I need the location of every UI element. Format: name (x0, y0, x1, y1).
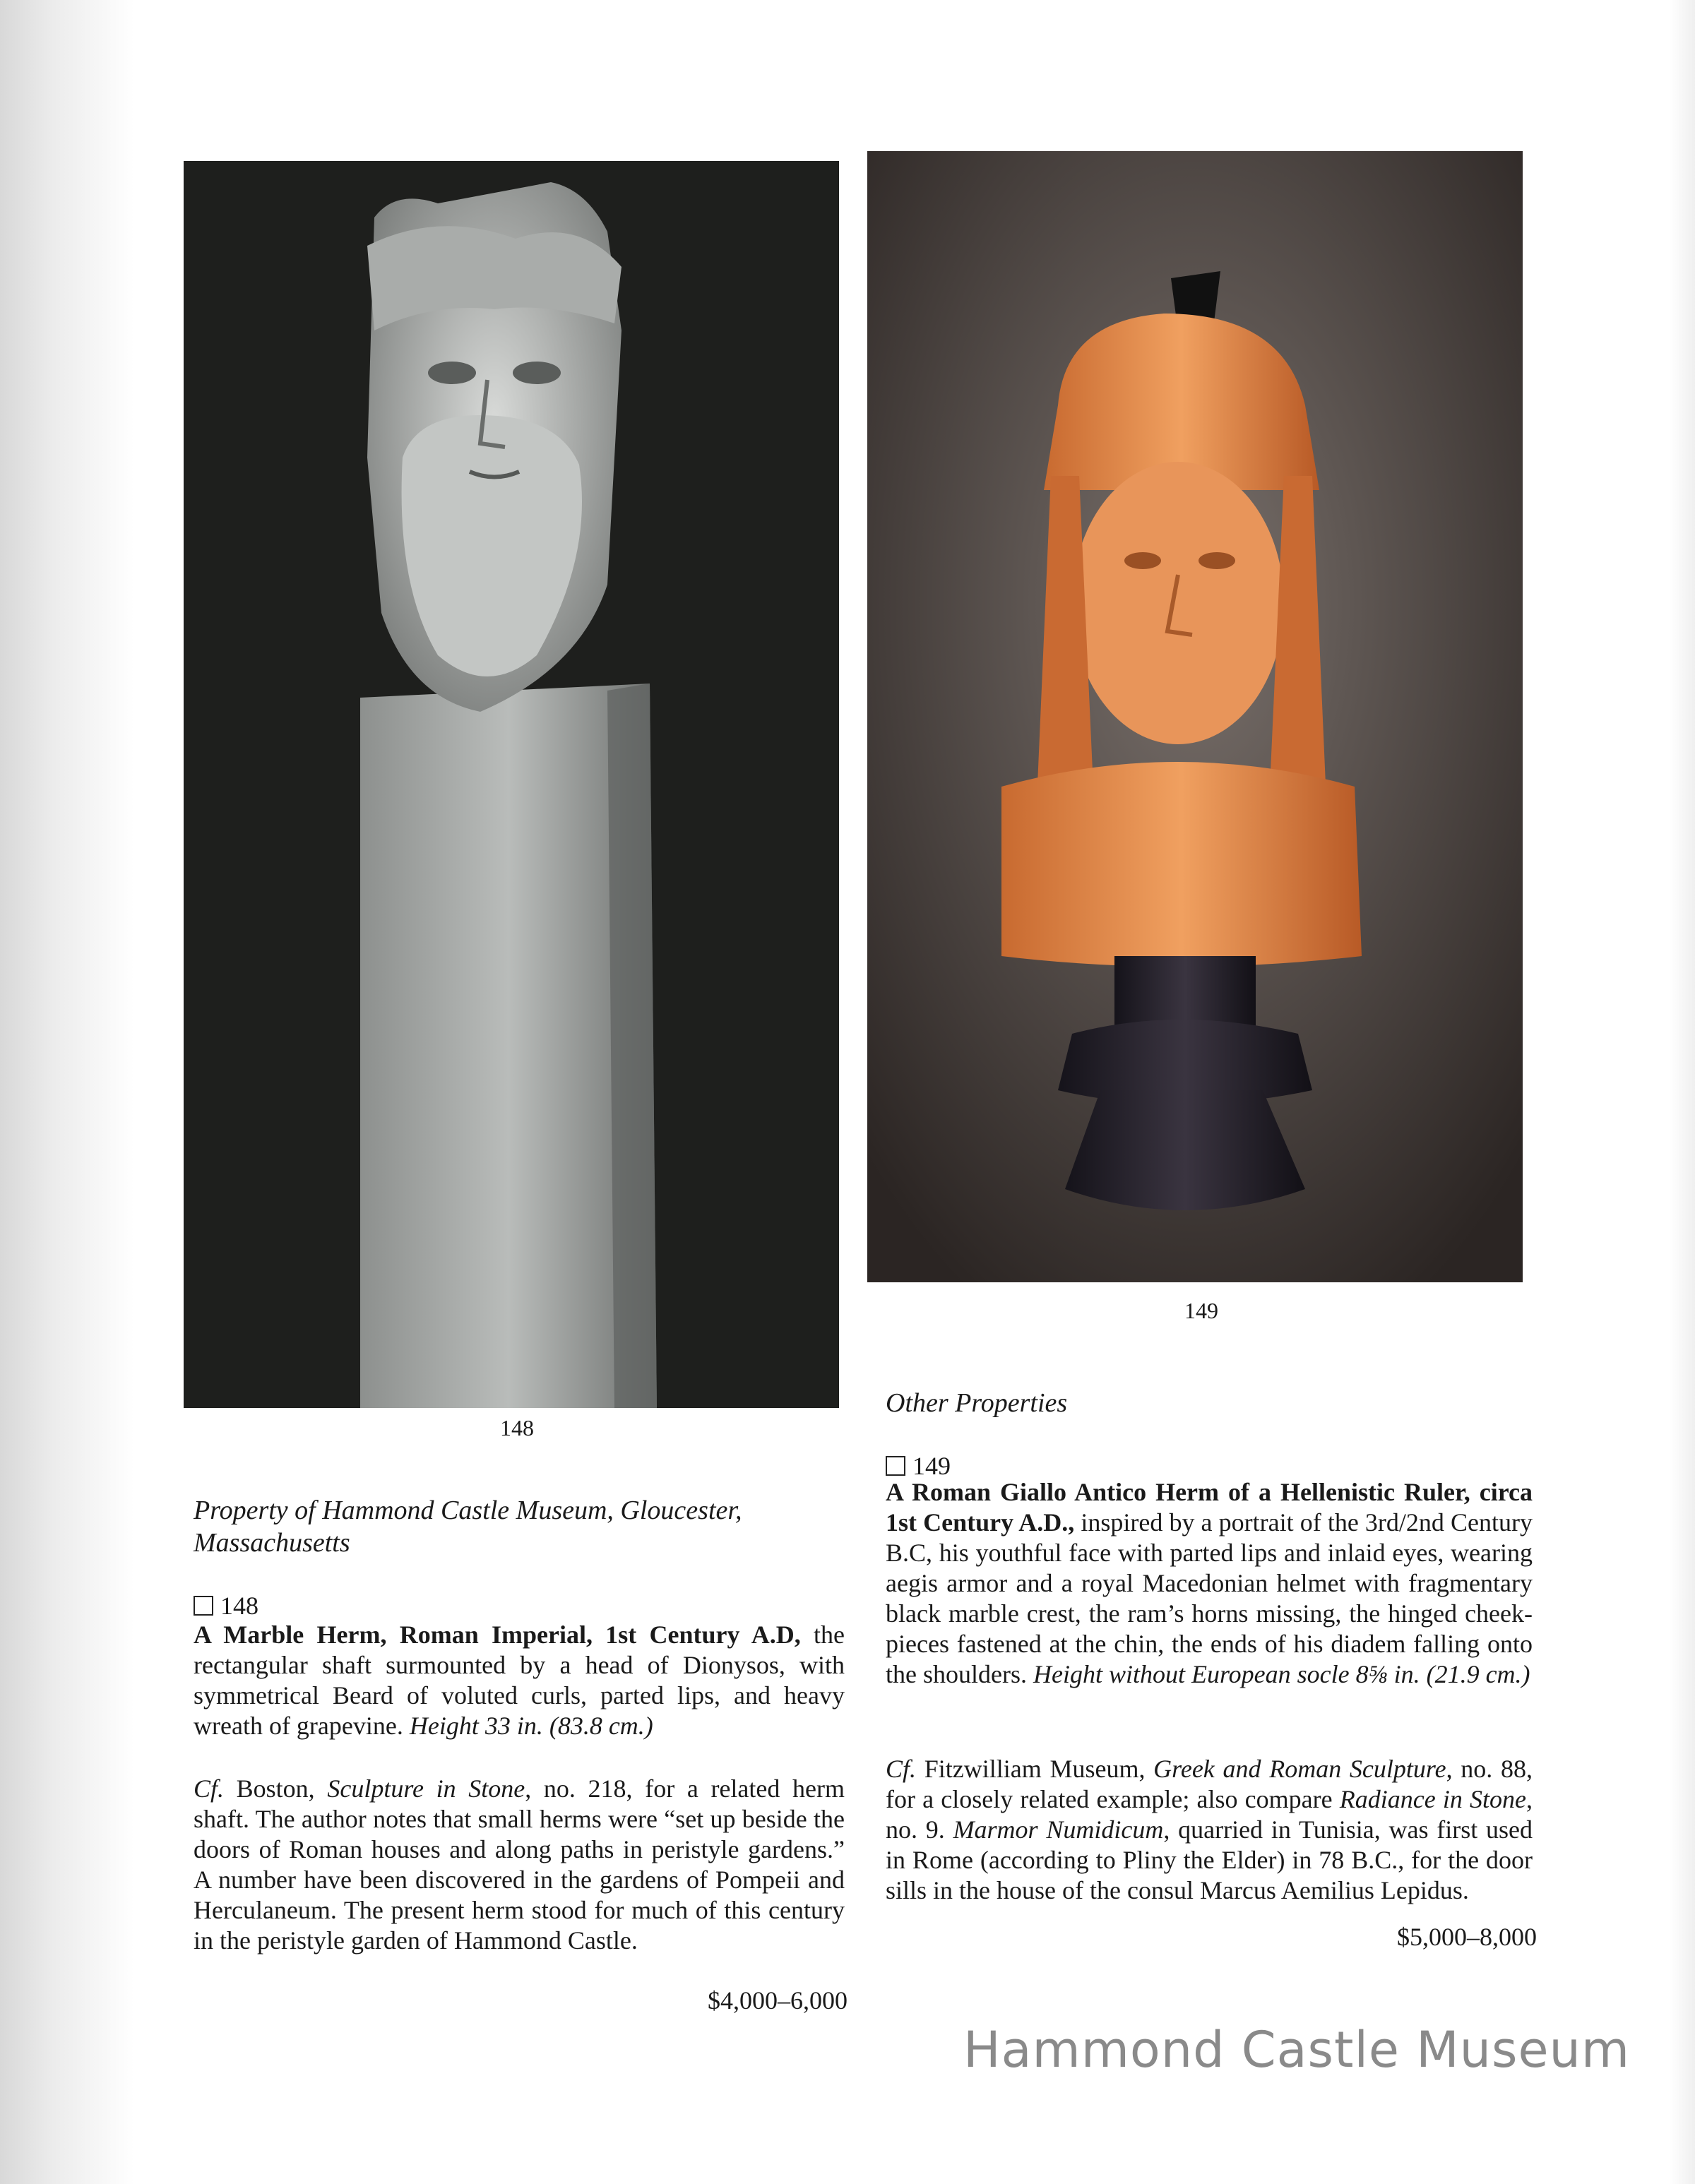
note-part-149a: Fitzwilliam Museum, (916, 1755, 1154, 1783)
page-right-edge (1670, 0, 1695, 2184)
provenance-148 (194, 1494, 857, 1559)
watermark-text: Hammond Castle Museum (963, 2021, 1631, 2079)
checkbox-icon (194, 1596, 213, 1616)
note-part-148b: , no. 218, for a related herm shaft. The author notes that small herms were “set up beside the doors of Roman houses and along paths in peristyle gardens.” A number have been discovered in the gardens of Pompeii and Herculaneum. The present herm stood for much of this century in the peristyle garden of Hammond Castle. (194, 1774, 845, 1955)
estimate-149: $5,000–8,000 (1397, 1923, 1537, 1951)
lot-number-148 (194, 1590, 258, 1621)
note-ref-149b: Radiance in Stone (1339, 1785, 1526, 1813)
note-part-148a: Boston, (224, 1774, 328, 1803)
page-gutter-shadow (0, 0, 134, 2184)
lot-body-148: the rectangular shaft surmounted by a head of Dionysos, with symmetrical Beard of voluted curls, parted lips, and heavy wreath of grapevine. (194, 1621, 845, 1740)
note-ref-149c: Marmor Numidicum (953, 1815, 1164, 1844)
lot-note-149 (886, 1754, 1533, 1906)
lot-description-149 (886, 1477, 1533, 1690)
caption-149: 149 (1184, 1298, 1218, 1323)
lot-height-148: Height 33 in. (83.8 cm.) (409, 1712, 653, 1740)
note-part-149c: , no. 9. (886, 1785, 1533, 1844)
lot-number-149-text: 149 (912, 1452, 951, 1480)
photo-giallo-antico-herm (867, 151, 1523, 1282)
lot-body-149: inspired by a portrait of the 3rd/2nd Century B.C, his youthful face with parted lips and inlaid eyes, wearing aegis armor and a royal Macedonian helmet with fragmentary black marble crest, the ram’s horns missing, the hinged cheek-pieces fastened at the chin, the ends of his diadem falling onto the shoulders. (886, 1508, 1533, 1688)
provenance-149: Other Properties (886, 1388, 1068, 1418)
checkbox-icon (886, 1456, 905, 1476)
estimate-148: $4,000–6,000 (708, 1986, 848, 2015)
note-cf-148: Cf. (194, 1774, 225, 1803)
lot-title-148: A Marble Herm, Roman Imperial, 1st Century A.D, (194, 1621, 801, 1649)
caption-148: 148 (500, 1415, 534, 1440)
note-ref-148: Sculpture in Stone (327, 1774, 525, 1803)
note-cf-149: Cf. (886, 1755, 917, 1783)
note-ref-149a: Greek and Roman Sculpture (1153, 1755, 1446, 1783)
provenance-line-1: Property of Hammond Castle Museum, Gloucester, (194, 1496, 742, 1525)
note-part-149b: , no. 88, for a closely related example; also compare (886, 1755, 1533, 1813)
lot-number-148-text: 148 (220, 1592, 258, 1620)
provenance-line-2: Massachusetts (194, 1528, 350, 1558)
lot-note-148 (194, 1774, 845, 1956)
lot-title-149: A Roman Giallo Antico Herm of a Hellenistic Ruler, circa 1st Century A.D., (886, 1478, 1533, 1536)
note-part-149d: , quarried in Tunisia, was first used in Rome (according to Pliny the Elder) in 78 B.C., for the door sills in the house of the consul Marcus Aemilius Lepidus. (886, 1815, 1533, 1904)
giallo-herm-illustration (867, 151, 1523, 1282)
marble-herm-illustration (184, 161, 839, 1408)
lot-description-148 (194, 1620, 845, 1741)
lot-height-149: Height without European socle 8⅝ in. (21.9 cm.) (1033, 1660, 1530, 1688)
photo-marble-herm (184, 161, 839, 1408)
